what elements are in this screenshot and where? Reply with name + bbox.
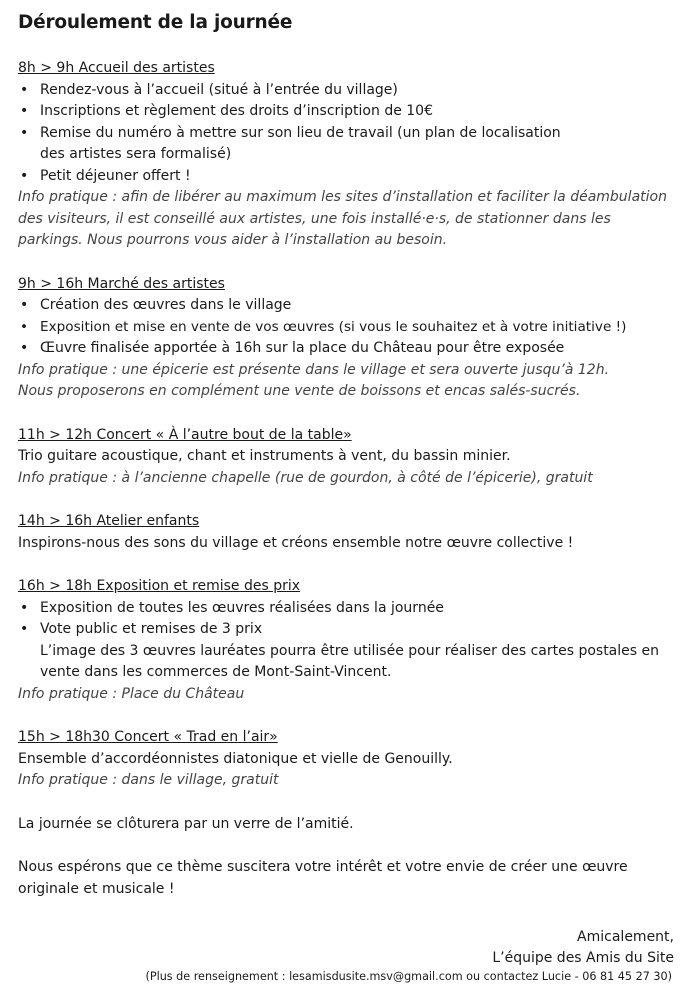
list-item-extra: L’image des 3 œuvres lauréates pourra être utilisée pour réaliser des cartes postales en vente dans les commerces de Mont-Saint-Vincent.: [40, 642, 659, 680]
bullet-list: [18, 80, 678, 188]
info-note: Info pratique : à l’ancienne chapelle (rue de gourdon, à côté de l’épicerie), gratuit: [18, 469, 593, 486]
section-heading: 16h > 18h Exposition et remise des prix: [18, 578, 301, 594]
section-heading: 11h > 12h Concert « À l’autre bout de la table»: [18, 426, 352, 443]
section-heading: 8h > 9h Accueil des artistes: [18, 60, 215, 76]
section-heading: 9h > 16h Marché des artistes: [18, 275, 225, 292]
info-note: Info pratique : Place du Château: [18, 685, 245, 702]
info-note: Info pratique : afin de libérer au maximum les sites d’installation et faciliter la déambulation des visiteurs, il est conseillé aux artistes, une fois installé·e·s, de stationner dans les parkings. Nous pourrons vous aider à l’installation au besoin.: [18, 189, 667, 248]
list-item: • Œuvre finalisée apportée à 16h sur la place du Château pour être exposée: [18, 338, 678, 360]
section-heading: 14h > 16h Atelier enfants: [18, 513, 200, 529]
list-item: • Rendez-vous à l’accueil (situé à l’entrée du village): [18, 80, 678, 102]
contact-line: (Plus de renseignement : lesamisdusite.msv@gmail.com ou contactez Lucie - 06 81 45 27 30): [145, 970, 672, 983]
list-item: [18, 619, 678, 684]
list-item: • Création des œuvres dans le village: [18, 295, 678, 317]
signature-greeting: Amicalement,: [577, 929, 674, 945]
section-accueil: [18, 58, 678, 252]
bullet-list: [18, 295, 678, 360]
section-text: Trio guitare acoustique, chant et instruments à vent, du bassin minier.: [18, 448, 511, 464]
list-item: • Petit déjeuner offert !: [18, 166, 678, 188]
info-note: Info pratique : dans le village, gratuit: [18, 772, 279, 788]
signature-block: [492, 927, 674, 969]
list-item: • Exposition et mise en vente de vos œuvres (si vous le souhaitez et à votre initiative !): [18, 317, 678, 339]
document-page: [18, 10, 678, 900]
list-item: • Exposition de toutes les œuvres réalisées dans la journée: [18, 598, 678, 620]
bullet-list: [18, 598, 678, 684]
list-item-text: Vote public et remises de 3 prix: [40, 621, 263, 637]
section-atelier-enfants: [18, 511, 678, 554]
section-exposition: [18, 576, 678, 705]
closing-text: La journée se clôturera par un verre de l’amitié.: [18, 815, 354, 832]
signature-team: L’équipe des Amis du Site: [492, 950, 674, 966]
section-concert-trad: [18, 727, 678, 792]
section-marche: [18, 274, 678, 403]
list-item: • Inscriptions et règlement des droits d’inscription de 10€: [18, 101, 678, 123]
section-concert-table: [18, 425, 678, 490]
page-title: Déroulement de la journée: [18, 12, 293, 33]
section-text: Inspirons-nous des sons du village et créons ensemble notre œuvre collective !: [18, 534, 574, 551]
hope-text: Nous espérons que ce thème suscitera votre intérêt et votre envie de créer une œuvre originale et musicale !: [18, 859, 628, 897]
section-heading: 15h > 18h30 Concert « Trad en l’air»: [18, 729, 278, 745]
section-text: Ensemble d’accordéonnistes diatonique et vielle de Genouilly.: [18, 750, 453, 767]
info-note: Info pratique : une épicerie est présente dans le village et sera ouverte jusqu’à 12h. Nous proposerons en complément une vente de boissons et encas salés-sucrés.: [18, 361, 610, 399]
list-item: • Remise du numéro à mettre sur son lieu de travail (un plan de localisation des artistes sera formalisé): [18, 123, 678, 166]
